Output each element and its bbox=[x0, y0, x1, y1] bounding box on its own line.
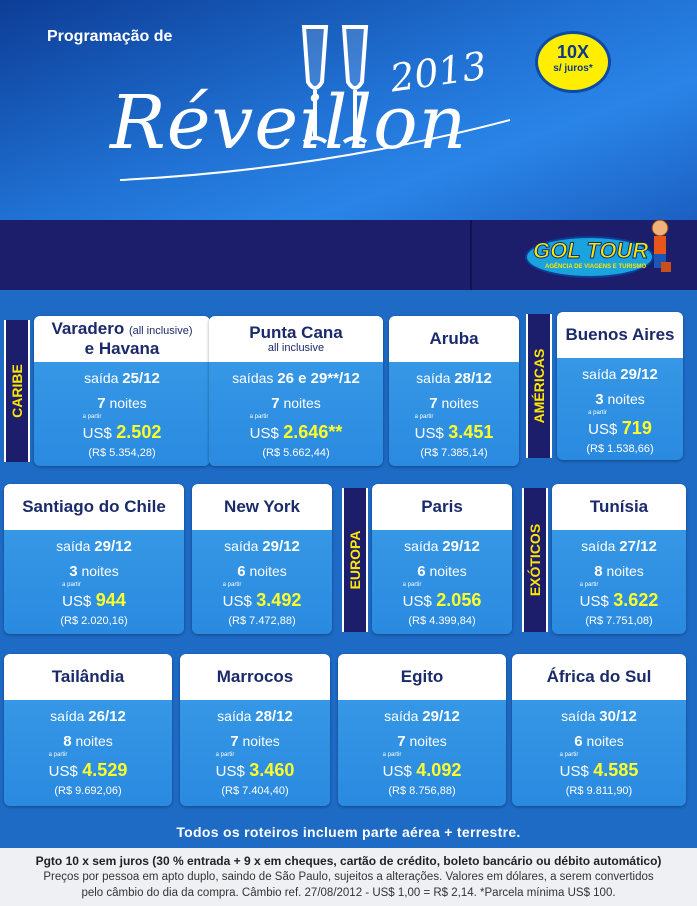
nights: 6 noites bbox=[574, 733, 624, 750]
nights: 7 noites bbox=[397, 733, 447, 750]
price-brl: (R$ 7.472,88) bbox=[228, 615, 296, 627]
destination-name: Marrocos bbox=[216, 667, 294, 686]
card-body bbox=[4, 530, 184, 627]
destination-card-tunisia[interactable] bbox=[552, 484, 686, 634]
nights: 7 noites bbox=[97, 395, 147, 412]
price: a partir US$ 3.492 bbox=[222, 582, 302, 610]
price-brl: (R$ 4.399,84) bbox=[408, 615, 476, 627]
destination-card-aruba[interactable] bbox=[389, 316, 519, 466]
price-brl: (R$ 7.385,14) bbox=[420, 447, 488, 459]
card-body bbox=[192, 530, 332, 627]
departure: saída 27/12 bbox=[581, 538, 657, 555]
payment-terms: Pgto 10 x sem juros (30 % entrada + 9 x em cheques, cartão de crédito, boleto bancário ou débito automático) bbox=[35, 854, 662, 868]
logo-name: GOL TOUR bbox=[533, 238, 649, 263]
price: a partir US$ 3.451 bbox=[414, 414, 494, 442]
card-body bbox=[338, 700, 506, 797]
card-body bbox=[180, 700, 330, 797]
card-header bbox=[209, 316, 383, 362]
nights: 8 noites bbox=[594, 563, 644, 580]
mascot-icon bbox=[647, 218, 673, 278]
departure: saída 29/12 bbox=[384, 708, 460, 725]
card-body bbox=[389, 362, 519, 459]
region-americas-label: AMÉRICAS bbox=[531, 348, 547, 424]
goltour-logo bbox=[525, 228, 675, 280]
footer-note: Todos os roteiros incluem parte aérea + terrestre. bbox=[176, 824, 521, 840]
nights: 8 noites bbox=[63, 733, 113, 750]
departure: saída 29/12 bbox=[404, 538, 480, 555]
logo-tagline: AGÊNCIA DE VIAGENS E TURISMO bbox=[545, 264, 647, 270]
footer-terms bbox=[0, 848, 697, 906]
destination-name: New York bbox=[224, 497, 300, 516]
nights: 6 noites bbox=[417, 563, 467, 580]
departure: saída 29/12 bbox=[56, 538, 132, 555]
destination-card-paris[interactable] bbox=[372, 484, 512, 634]
price: a partir US$ 3.460 bbox=[215, 752, 295, 780]
hero-title: Réveillon bbox=[110, 80, 468, 166]
card-body bbox=[34, 362, 210, 459]
price: a partir US$ 944 bbox=[62, 582, 126, 610]
region-caribe bbox=[4, 320, 30, 462]
destination-card-buenos-aires[interactable] bbox=[557, 312, 683, 460]
swoosh-decoration bbox=[100, 110, 520, 190]
destination-card-santiago[interactable] bbox=[4, 484, 184, 634]
card-header bbox=[4, 484, 184, 530]
departure: saída 29/12 bbox=[582, 366, 658, 383]
departure: saídas 26 e 29**/12 bbox=[232, 370, 360, 387]
nights: 3 noites bbox=[69, 563, 119, 580]
departure: saída 26/12 bbox=[50, 708, 126, 725]
price: a partir US$ 3.622 bbox=[579, 582, 659, 610]
installments-badge bbox=[538, 34, 608, 90]
nights: 7 noites bbox=[230, 733, 280, 750]
destination-card-punta-cana[interactable] bbox=[209, 316, 383, 466]
destination-name: Buenos Aires bbox=[565, 325, 675, 344]
destination-card-egito[interactable] bbox=[338, 654, 506, 806]
price: a partir US$ 719 bbox=[588, 410, 652, 438]
nights: 7 noites bbox=[271, 395, 321, 412]
destination-name: Paris bbox=[421, 497, 463, 516]
price-brl: (R$ 9.811,90) bbox=[565, 785, 633, 797]
price-brl: (R$ 7.751,08) bbox=[585, 615, 653, 627]
departure: saída 28/12 bbox=[416, 370, 492, 387]
nights: 3 noites bbox=[595, 391, 645, 408]
destination-name: Aruba bbox=[429, 329, 479, 348]
hero-year: 2013 bbox=[387, 43, 490, 101]
departure: saída 30/12 bbox=[561, 708, 637, 725]
destination-card-africa-do-sul[interactable] bbox=[512, 654, 686, 806]
destination-card-varadero[interactable] bbox=[34, 316, 210, 466]
card-header bbox=[552, 484, 686, 530]
price-brl: (R$ 2.020,16) bbox=[60, 615, 128, 627]
departure: saída 29/12 bbox=[224, 538, 300, 555]
nights: 7 noites bbox=[429, 395, 479, 412]
card-body bbox=[557, 358, 683, 455]
card-header bbox=[180, 654, 330, 700]
region-caribe-label: CARIBE bbox=[9, 364, 25, 418]
destination-name: Punta Cana bbox=[249, 323, 343, 342]
destination-name: Egito bbox=[400, 667, 444, 686]
destination-name: Tunísia bbox=[589, 497, 649, 516]
region-europa bbox=[342, 488, 368, 632]
price-brl: (R$ 1.538,66) bbox=[586, 443, 654, 455]
price: a partir US$ 4.092 bbox=[382, 752, 462, 780]
card-body bbox=[4, 700, 172, 797]
destination-sub: all inclusive bbox=[267, 342, 325, 354]
destination-name: Varadero (all inclusive) bbox=[51, 319, 193, 338]
region-exoticos-label: EXÓTICOS bbox=[527, 523, 543, 597]
hero-subtitle: Programação de bbox=[47, 28, 173, 45]
card-header bbox=[512, 654, 686, 700]
badge-small: s/ juros* bbox=[553, 63, 593, 74]
price-brl: (R$ 9.692,06) bbox=[54, 785, 122, 797]
card-header bbox=[192, 484, 332, 530]
terms-line-2: pelo câmbio do dia da compra. Câmbio ref. 27/08/2012 - US$ 1,00 = R$ 2,14. *Parcela mínima US$ 100. bbox=[81, 887, 616, 899]
card-header bbox=[557, 312, 683, 358]
price-brl: (R$ 8.756,88) bbox=[388, 785, 456, 797]
destination-card-new-york[interactable] bbox=[192, 484, 332, 634]
card-header bbox=[338, 654, 506, 700]
region-exoticos bbox=[522, 488, 548, 632]
price-brl: (R$ 5.354,28) bbox=[88, 447, 156, 459]
departure: saída 28/12 bbox=[217, 708, 293, 725]
price: a partir US$ 4.529 bbox=[48, 752, 128, 780]
departure: saída 25/12 bbox=[84, 370, 160, 387]
destination-card-tailandia[interactable] bbox=[4, 654, 172, 806]
destination-name-line2: e Havana bbox=[84, 339, 160, 358]
price: a partir US$ 2.056 bbox=[402, 582, 482, 610]
destination-card-marrocos[interactable] bbox=[180, 654, 330, 806]
region-americas bbox=[526, 314, 552, 458]
card-header bbox=[4, 654, 172, 700]
price: a partir US$ 4.585 bbox=[559, 752, 639, 780]
card-header bbox=[372, 484, 512, 530]
price-brl: (R$ 5.662,44) bbox=[262, 447, 330, 459]
hero-banner bbox=[0, 0, 697, 220]
strip-divider bbox=[470, 220, 472, 290]
destination-name: África do Sul bbox=[546, 667, 652, 686]
price-brl: (R$ 7.404,40) bbox=[221, 785, 289, 797]
card-body bbox=[372, 530, 512, 627]
destination-name: Tailândia bbox=[51, 667, 125, 686]
card-body bbox=[512, 700, 686, 797]
region-europa-label: EUROPA bbox=[347, 530, 363, 590]
price: a partir US$ 2.646** bbox=[249, 414, 343, 442]
nights: 6 noites bbox=[237, 563, 287, 580]
card-header bbox=[389, 316, 519, 362]
card-body bbox=[209, 362, 383, 459]
badge-big: 10X bbox=[556, 42, 590, 62]
terms-line-1: Preços por pessoa em apto duplo, saindo de São Paulo, sujeitos a alterações. Valores em dólares, a serem convertidos bbox=[43, 871, 654, 883]
card-header bbox=[34, 316, 210, 362]
destination-name: Santiago do Chile bbox=[22, 497, 166, 516]
card-body bbox=[552, 530, 686, 627]
price: a partir US$ 2.502 bbox=[82, 414, 162, 442]
